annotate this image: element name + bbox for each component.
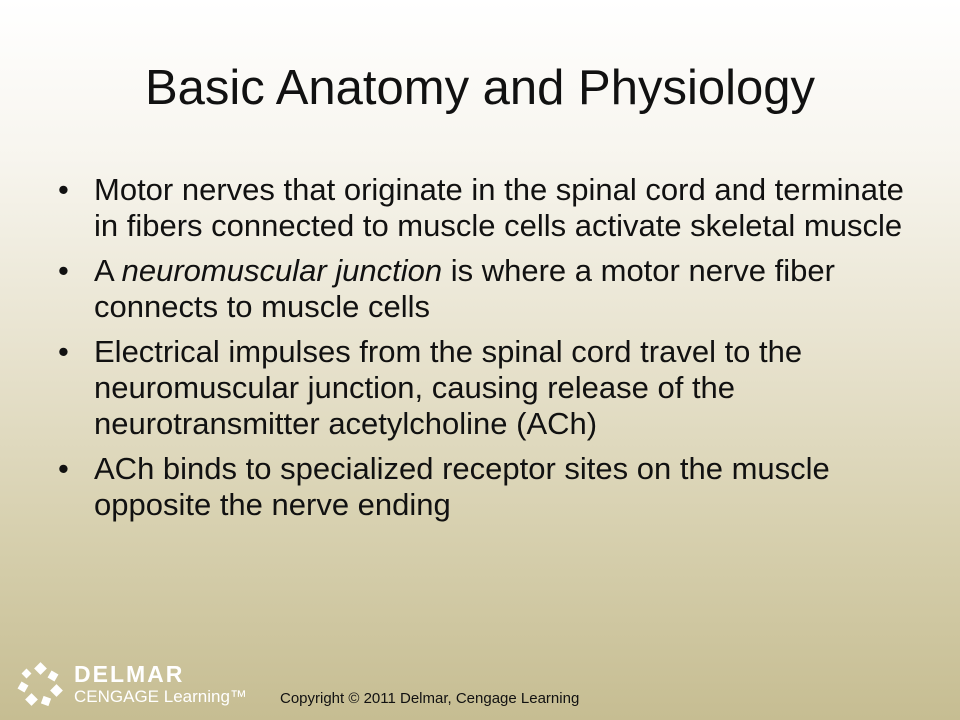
bullet-text: Motor nerves that originate in the spinal cord and terminate in fibers connected to muscle cells activate skeletal muscle	[94, 172, 904, 243]
bullet-text: ACh binds to specialized receptor sites on the muscle opposite the nerve ending	[94, 451, 830, 522]
bullet-list	[58, 172, 918, 532]
bullet-text: Electrical impulses from the spinal cord travel to the neuromuscular junction, causing release of the neurotransmitter acetylcholine (ACh)	[94, 334, 803, 441]
bullet-marker: •	[58, 253, 69, 288]
bullet-item	[58, 172, 918, 244]
logo-wordmark-delmar: DELMAR	[74, 661, 185, 687]
copyright-notice: Copyright © 2011 Delmar, Cengage Learning	[280, 690, 580, 707]
bullet-marker: •	[58, 172, 69, 207]
logo-wordmark-cengage: CENGAGE Learning™	[74, 687, 247, 706]
bullet-item	[58, 253, 918, 325]
bullet-marker: •	[58, 451, 69, 486]
bullet-item	[58, 334, 918, 442]
delmar-logo-icon	[16, 662, 64, 710]
slide-title: Basic Anatomy and Physiology	[144, 61, 816, 115]
emphasized-term: neuromuscular junction	[121, 253, 443, 288]
bullet-text: A neuromuscular junction is where a motor nerve fiber connects to muscle cells	[94, 253, 835, 324]
bullet-item	[58, 451, 918, 523]
bullet-marker: •	[58, 334, 69, 369]
publisher-logo	[16, 660, 256, 712]
